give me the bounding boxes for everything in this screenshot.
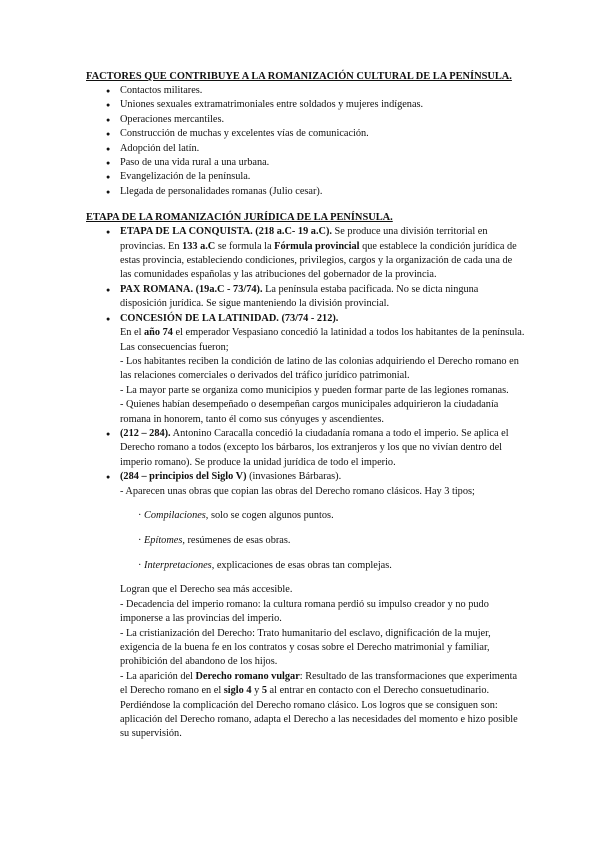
etapa-text: Antonino Caracalla concedió la ciudadanía romana a todo el imperio. Se aplica el Derecho romano a todos (excepto los bárbaros, los extranjeros y los que no vivían dentro del imperio romano). Se produce la unidad jurídica de todo el imperio. [120, 427, 509, 468]
etapa-text: que establece la condición jurídica de estas provincia, estableciendo condiciones, privilegios, cargos y la organización de cada una de las comunidades españolas y las atribuciones del gobernador de la provincia. [120, 240, 517, 281]
text-run: , resúmenes de esas obras. [182, 534, 291, 546]
tipo-compilaciones: · Compilaciones, solo se cogen algunos puntos. [138, 510, 334, 522]
text-run: al entrar en contacto con el Derecho consuetudinario. Perdiéndose la complicación del Derecho romano clásico. Los logros que se consiguen son: aplicación del Derecho romano, adapta el Derecho a las necesidades del momento e hizo posible su supervisión. [120, 685, 518, 740]
logran-line: Logran que el Derecho sea más accesible. [120, 584, 293, 596]
etapa-pax-romana [86, 283, 526, 312]
etapa-heading: PAX ROMANA. (19a.C - 73/74). [120, 283, 263, 295]
bold-term: año 74 [144, 327, 173, 339]
consecuencia-1: - Los habitantes reciben la condición de latino de las colonias adquiriendo el Derecho romano en las relaciones comerciales o derivados del tráfico jurídico patrimonial. [120, 355, 519, 382]
bold-term: Fórmula provincial [274, 240, 360, 252]
section-title-romanizacion-juridica: ETAPA DE LA ROMANIZACIÓN JURÍDICA DE LA PENÍNSULA. [86, 212, 393, 224]
consecuencia-2: - La mayor parte se organiza como municipios y pueden formar parte de las legiones romanas. [120, 384, 509, 396]
etapa-conquista [86, 225, 526, 283]
etapa-heading: (212 – 284). [120, 427, 171, 439]
etapa-284-siglo-v [86, 470, 526, 484]
text-run: : Resultado de las transformaciones que experimenta el Derecho romano en el [120, 670, 518, 697]
etapa-text: se formula la [215, 240, 275, 252]
etapas-list [86, 225, 526, 326]
tipo-interpretaciones: · Interpretaciones, explicaciones de esas obras tan complejas. [138, 559, 392, 571]
bold-term: Derecho romano vulgar [195, 670, 300, 682]
consecuencia-3: - Quienes habían desempeñado o desempeñan cargos municipales adquirieron la ciudadanía romana in honorem, tanto él como sus cónyuges y ascendientes. [120, 399, 499, 425]
italic-term: Compilaciones [144, 510, 206, 522]
etapa-212-284 [86, 427, 526, 470]
etapa-latinidad [86, 312, 526, 326]
list-item: ● Llegada de personalidades romanas (Julio cesar). [86, 185, 526, 199]
italic-term: Epítomes [144, 534, 183, 546]
list-item: ● Evangelización de la península. [86, 170, 526, 184]
cristianizacion-line: - La cristianización del Derecho: Trato humanitario del esclavo, dignificación de la mujer, exigencia de la buena fe en los contratos y cosas sobre el Derecho matrimonial y familiar, prohibición del abandono de los hijos. [120, 627, 491, 668]
etapa-text: (invasiones Bárbaras). [246, 471, 342, 483]
text-run: En el [120, 327, 145, 339]
decadencia-line: - Decadencia del imperio romano: la cultura romana perdió su impulso creador y no pudo imponerse a las provincias del imperio. [120, 598, 489, 625]
obras-line: - Aparecen unas obras que copian las obras del Derecho romano clásicos. Hay 3 tipos; [120, 485, 475, 497]
etapa-heading: CONCESIÓN DE LA LATINIDAD. (73/74 - 212). [120, 312, 339, 324]
text-run: , solo se cogen algunos puntos. [205, 510, 334, 522]
list-item: ● Adopción del latín. [86, 142, 526, 156]
etapa-text: La península estaba pacificada. No se dicta ninguna disposición jurídica. Se sigue manteniendo la división provincial. [120, 283, 479, 310]
list-item: ● Operaciones mercantiles. [86, 113, 526, 127]
italic-term: Interpretaciones [144, 559, 212, 571]
etapa-heading: ETAPA DE LA CONQUISTA. (218 a.C- 19 a.C). [120, 226, 332, 238]
section-title-romanizacion-cultural: FACTORES QUE CONTRIBUYE A LA ROMANIZACIÓN CULTURAL DE LA PENÍNSULA. [86, 71, 512, 82]
list-item: ● Paso de una vida rural a una urbana. [86, 156, 526, 170]
list-item: ● Uniones sexuales extramatrimoniales entre soldados y mujeres indígenas. [86, 98, 526, 112]
bold-term: siglo 4 [223, 685, 252, 697]
text-run: - La aparición del [120, 670, 196, 682]
derecho-vulgar-line [86, 670, 526, 742]
document-page [86, 70, 526, 742]
latinidad-intro [86, 326, 526, 355]
tipo-epitomes: · Epítomes, resúmenes de esas obras. [138, 534, 291, 546]
factores-list [86, 84, 526, 199]
list-item: ● Construcción de muchas y excelentes vías de comunicación. [86, 127, 526, 141]
text-run: y [251, 685, 262, 697]
etapas-list-2 [86, 427, 526, 485]
etapa-heading: (284 – principios del Siglo V) [120, 471, 247, 483]
list-item: ● Contactos militares. [86, 84, 526, 98]
text-run: , explicaciones de esas obras tan complejas. [211, 559, 392, 571]
bold-term: 5 [261, 685, 267, 697]
bold-term: 133 a.C [182, 240, 216, 252]
etapa-text: Se produce una división territorial en provincias. En [120, 226, 488, 252]
text-run: el emperador Vespasiano concedió la latinidad a todos los habitantes de la península. Las consecuencias fueron; [120, 327, 525, 353]
